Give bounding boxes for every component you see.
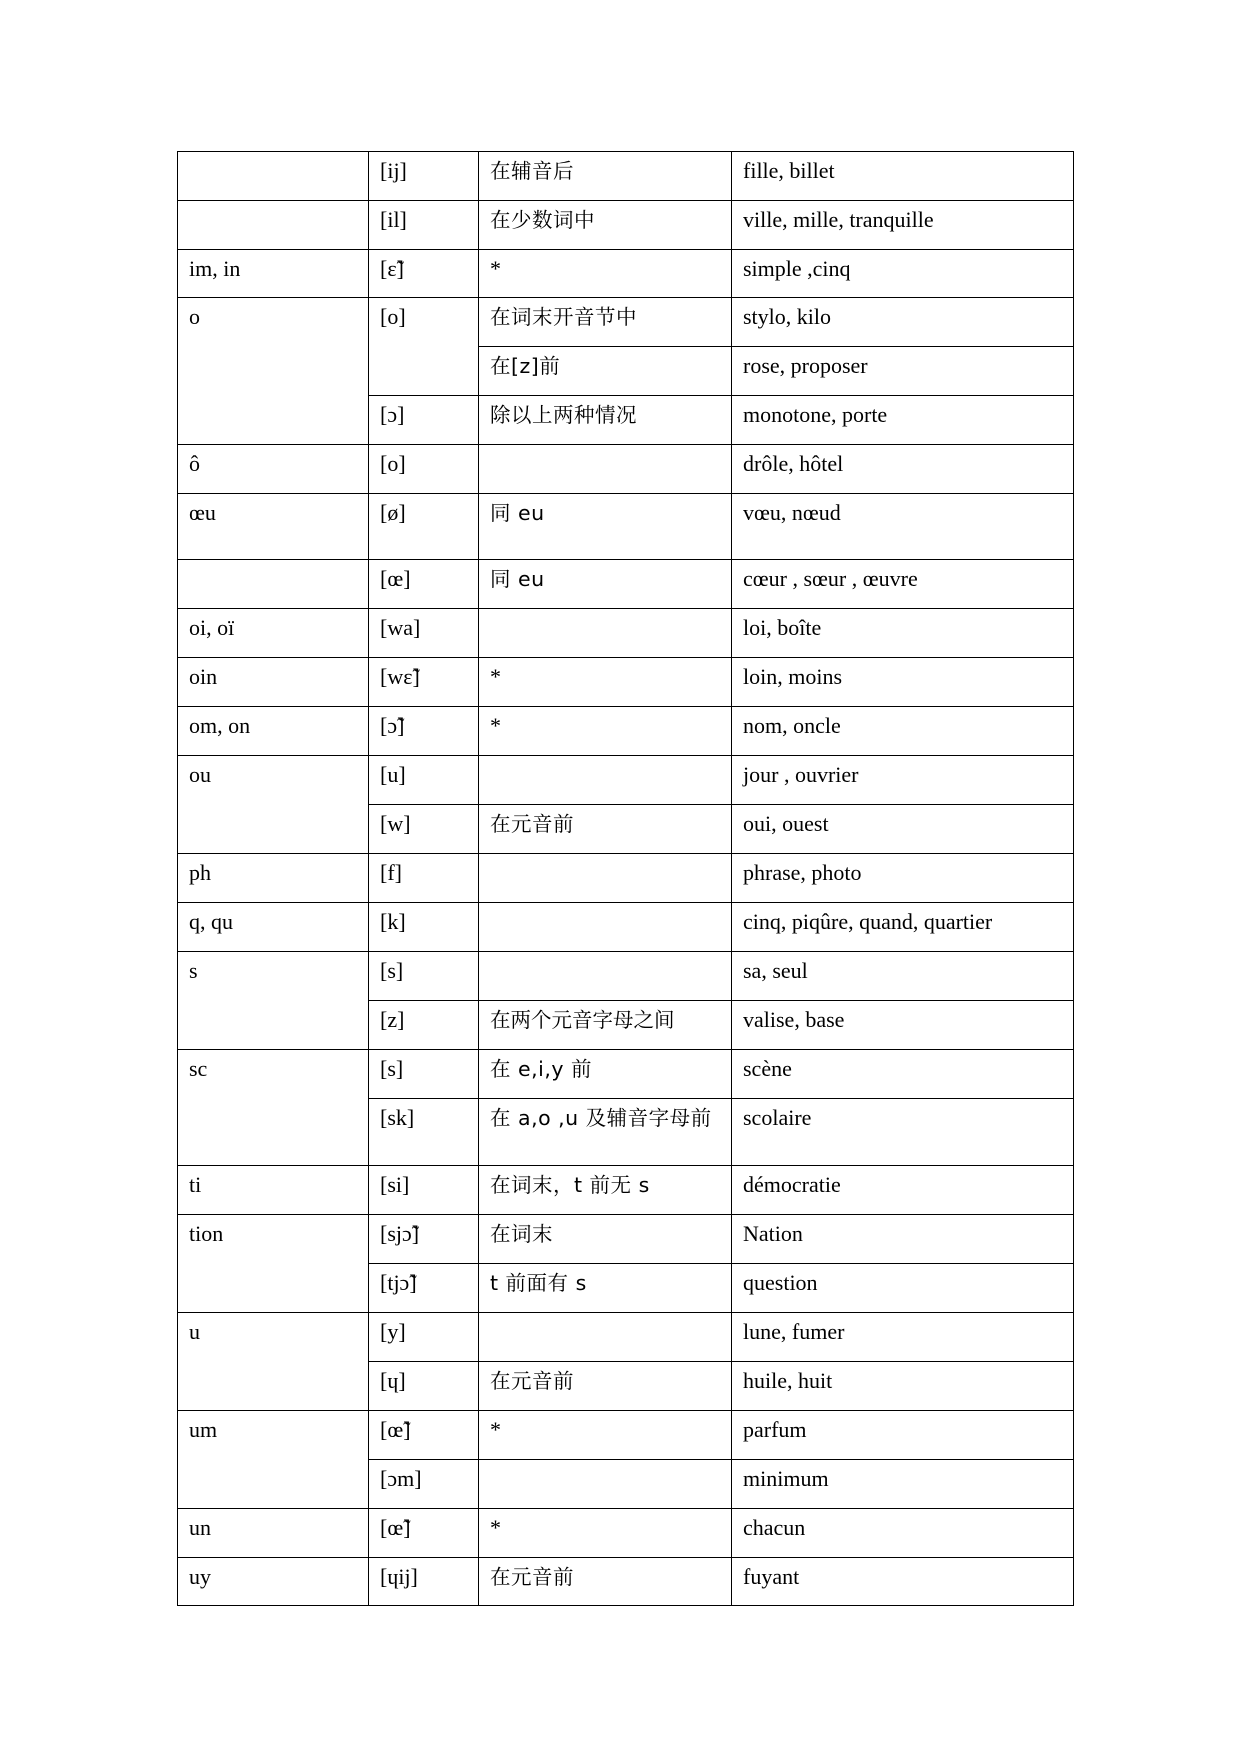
examples-cell: sa, seul (732, 952, 1074, 1001)
examples-cell: cœur , sœur , œuvre (732, 560, 1074, 609)
rule-cell: 在少数词中 (479, 201, 732, 250)
sound-cell: [si] (369, 1166, 479, 1215)
letters-cell: q, qu (178, 903, 369, 952)
sound-cell: [s] (369, 952, 479, 1001)
table-row (178, 1166, 1074, 1215)
table-row (178, 903, 1074, 952)
examples-cell: démocratie (732, 1166, 1074, 1215)
sound-cell: [œ̃] (369, 1411, 479, 1460)
table-row (178, 1313, 1074, 1362)
sound-cell: [u] (369, 756, 479, 805)
rule-cell (479, 609, 732, 658)
rule-cell (479, 445, 732, 494)
table-row (178, 658, 1074, 707)
rule-cell: t 前面有 s (479, 1264, 732, 1313)
sound-cell: [sk] (369, 1099, 479, 1166)
letters-cell: im, in (178, 250, 369, 298)
rule-cell: * (479, 707, 732, 756)
letters-cell (178, 201, 369, 250)
examples-cell: jour , ouvrier (732, 756, 1074, 805)
rule-cell (479, 952, 732, 1001)
letters-cell: uy (178, 1558, 369, 1606)
rule-cell: 在两个元音字母之间 (479, 1001, 732, 1050)
sound-cell: [w] (369, 805, 479, 854)
table-row (178, 201, 1074, 250)
rule-cell: 同 eu (479, 560, 732, 609)
examples-cell: parfum (732, 1411, 1074, 1460)
sound-cell: [ɔ] (369, 396, 479, 445)
examples-cell: ville, mille, tranquille (732, 201, 1074, 250)
letters-cell (178, 560, 369, 609)
letters-cell: oi, oï (178, 609, 369, 658)
examples-cell: loi, boîte (732, 609, 1074, 658)
rule-cell: 在词末，t 前无 s (479, 1166, 732, 1215)
examples-cell: stylo, kilo (732, 298, 1074, 347)
table-row (178, 560, 1074, 609)
table-row (178, 152, 1074, 201)
table-row (178, 494, 1074, 560)
table-row (178, 250, 1074, 298)
examples-cell: monotone, porte (732, 396, 1074, 445)
rule-cell (479, 1460, 732, 1509)
rule-cell: 除以上两种情况 (479, 396, 732, 445)
rule-cell: * (479, 1509, 732, 1558)
letters-cell: ô (178, 445, 369, 494)
letters-cell: um (178, 1411, 369, 1509)
sound-cell: [ij] (369, 152, 479, 201)
examples-cell: fuyant (732, 1558, 1074, 1606)
rule-cell: 在元音前 (479, 805, 732, 854)
letters-cell: s (178, 952, 369, 1050)
examples-cell: cinq, piqûre, quand, quartier (732, 903, 1074, 952)
rule-cell: 在元音前 (479, 1362, 732, 1411)
rule-cell (479, 854, 732, 903)
examples-cell: valise, base (732, 1001, 1074, 1050)
letters-cell: œu (178, 494, 369, 560)
sound-cell: [s] (369, 1050, 479, 1099)
examples-cell: nom, oncle (732, 707, 1074, 756)
phonetics-table (177, 151, 1074, 1606)
sound-cell: [œ̃] (369, 1509, 479, 1558)
table-row (178, 952, 1074, 1001)
rule-cell: 在 a,o ,u 及辅音字母前 (479, 1099, 732, 1166)
examples-cell: simple ,cinq (732, 250, 1074, 298)
letters-cell: ti (178, 1166, 369, 1215)
sound-cell: [sjɔ̃] (369, 1215, 479, 1264)
sound-cell: [o] (369, 298, 479, 396)
examples-cell: vœu, nœud (732, 494, 1074, 560)
table-row (178, 1050, 1074, 1099)
sound-cell: [o] (369, 445, 479, 494)
sound-cell: [k] (369, 903, 479, 952)
sound-cell: [wɛ̃] (369, 658, 479, 707)
table-row (178, 1509, 1074, 1558)
sound-cell: [ɔ̃] (369, 707, 479, 756)
rule-cell: 在辅音后 (479, 152, 732, 201)
examples-cell: huile, huit (732, 1362, 1074, 1411)
sound-cell: [œ] (369, 560, 479, 609)
rule-cell: * (479, 1411, 732, 1460)
rule-cell: 在词末 (479, 1215, 732, 1264)
sound-cell: [tjɔ̃] (369, 1264, 479, 1313)
table-row (178, 1215, 1074, 1264)
rule-cell: 在元音前 (479, 1558, 732, 1606)
examples-cell: drôle, hôtel (732, 445, 1074, 494)
table-row (178, 1411, 1074, 1460)
letters-cell: un (178, 1509, 369, 1558)
examples-cell: chacun (732, 1509, 1074, 1558)
letters-cell: sc (178, 1050, 369, 1166)
rule-cell: 在 e,i,y 前 (479, 1050, 732, 1099)
sound-cell: [ɥ] (369, 1362, 479, 1411)
table-row (178, 298, 1074, 347)
table-row (178, 445, 1074, 494)
examples-cell: scène (732, 1050, 1074, 1099)
rule-cell: 同 eu (479, 494, 732, 560)
sound-cell: [ɛ̃] (369, 250, 479, 298)
sound-cell: [z] (369, 1001, 479, 1050)
sound-cell: [y] (369, 1313, 479, 1362)
letters-cell: om, on (178, 707, 369, 756)
table-row (178, 609, 1074, 658)
examples-cell: rose, proposer (732, 347, 1074, 396)
rule-cell (479, 903, 732, 952)
examples-cell: fille, billet (732, 152, 1074, 201)
rule-cell (479, 1313, 732, 1362)
letters-cell: u (178, 1313, 369, 1411)
table-row (178, 854, 1074, 903)
rule-cell: 在词末开音节中 (479, 298, 732, 347)
sound-cell: [f] (369, 854, 479, 903)
examples-cell: minimum (732, 1460, 1074, 1509)
rule-cell: * (479, 658, 732, 707)
sound-cell: [wa] (369, 609, 479, 658)
examples-cell: Nation (732, 1215, 1074, 1264)
letters-cell: ph (178, 854, 369, 903)
examples-cell: question (732, 1264, 1074, 1313)
sound-cell: [ɔm] (369, 1460, 479, 1509)
table-row (178, 756, 1074, 805)
letters-cell: oin (178, 658, 369, 707)
sound-cell: [il] (369, 201, 479, 250)
letters-cell: o (178, 298, 369, 445)
rule-cell (479, 756, 732, 805)
rule-cell: 在[z]前 (479, 347, 732, 396)
examples-cell: oui, ouest (732, 805, 1074, 854)
rule-cell: * (479, 250, 732, 298)
sound-cell: [ø] (369, 494, 479, 560)
examples-cell: scolaire (732, 1099, 1074, 1166)
examples-cell: lune, fumer (732, 1313, 1074, 1362)
letters-cell: tion (178, 1215, 369, 1313)
letters-cell (178, 152, 369, 201)
table-row (178, 707, 1074, 756)
sound-cell: [ɥij] (369, 1558, 479, 1606)
letters-cell: ou (178, 756, 369, 854)
examples-cell: phrase, photo (732, 854, 1074, 903)
examples-cell: loin, moins (732, 658, 1074, 707)
table-row (178, 1558, 1074, 1606)
